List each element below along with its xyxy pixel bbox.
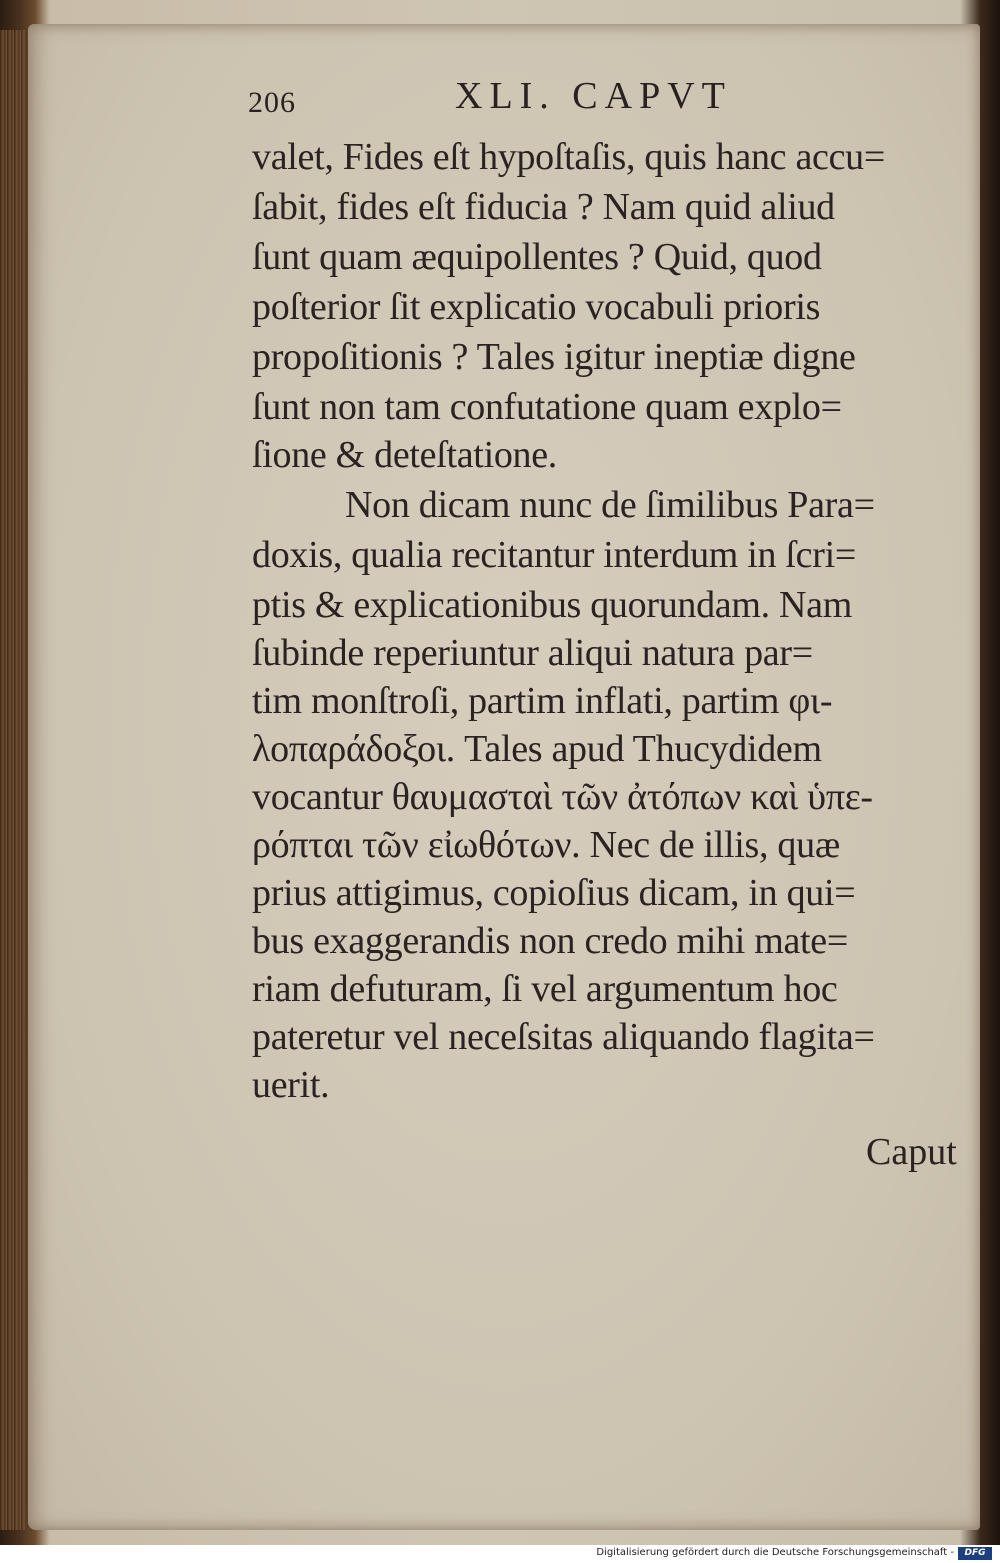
text-line: ſabit, fides eſt fiducia ? Nam quid aliud (252, 186, 835, 228)
catchword: Caput (866, 1131, 957, 1173)
text-line: ρόπται τῶν εἰωθότων. Nec de illis, quæ (252, 824, 840, 866)
text-line: ſubinde reperiuntur aliqui natura par= (252, 632, 813, 674)
text-line: Non dicam nunc de ſimilibus Para= (345, 484, 875, 526)
text-line: ptis & explicationibus quorundam. Nam (252, 584, 852, 626)
text-line: poſterior ſit explicatio vocabuli prioris (252, 286, 821, 328)
text-line: doxis, qualia recitantur interdum in ſcri= (252, 534, 856, 576)
text-line: pateretur vel neceſsitas aliquando flagita= (252, 1016, 875, 1058)
text-line: λοπαράδοξοι. Tales apud Thucydidem (252, 728, 822, 770)
book-page-edges (0, 30, 26, 1530)
text-line: vocantur θαυμασταὶ τῶν ἀτόπων καὶ ὑπε- (252, 776, 873, 818)
text-line: ſione & deteſtatione. (252, 434, 557, 476)
text-line: uerit. (252, 1064, 330, 1106)
dfg-logo: DFG (958, 1547, 992, 1560)
text-line: tim monſtroſi, partim inflati, partim φι- (252, 680, 833, 722)
text-line: prius attigimus, copioſius dicam, in qui= (252, 872, 856, 914)
text-line: valet, Fides eſt hypoſtaſis, quis hanc accu= (252, 136, 885, 178)
page-number: 206 (248, 86, 296, 119)
running-head: XLI. CAPVT (455, 75, 732, 117)
text-line: bus exaggerandis non credo mihi mate= (252, 920, 848, 962)
text-line: riam defuturam, ſi vel argumentum hoc (252, 968, 838, 1010)
text-line: ſunt quam æquipollentes ? Quid, quod (252, 236, 822, 278)
text-line: ſunt non tam confutatione quam explo= (252, 386, 842, 428)
text-line: propoſitionis ? Tales igitur ineptiæ digne (252, 336, 856, 378)
footer-credit: Digitalisierung gefördert durch die Deutsche Forschungsgemeinschaft - (596, 1547, 954, 1558)
